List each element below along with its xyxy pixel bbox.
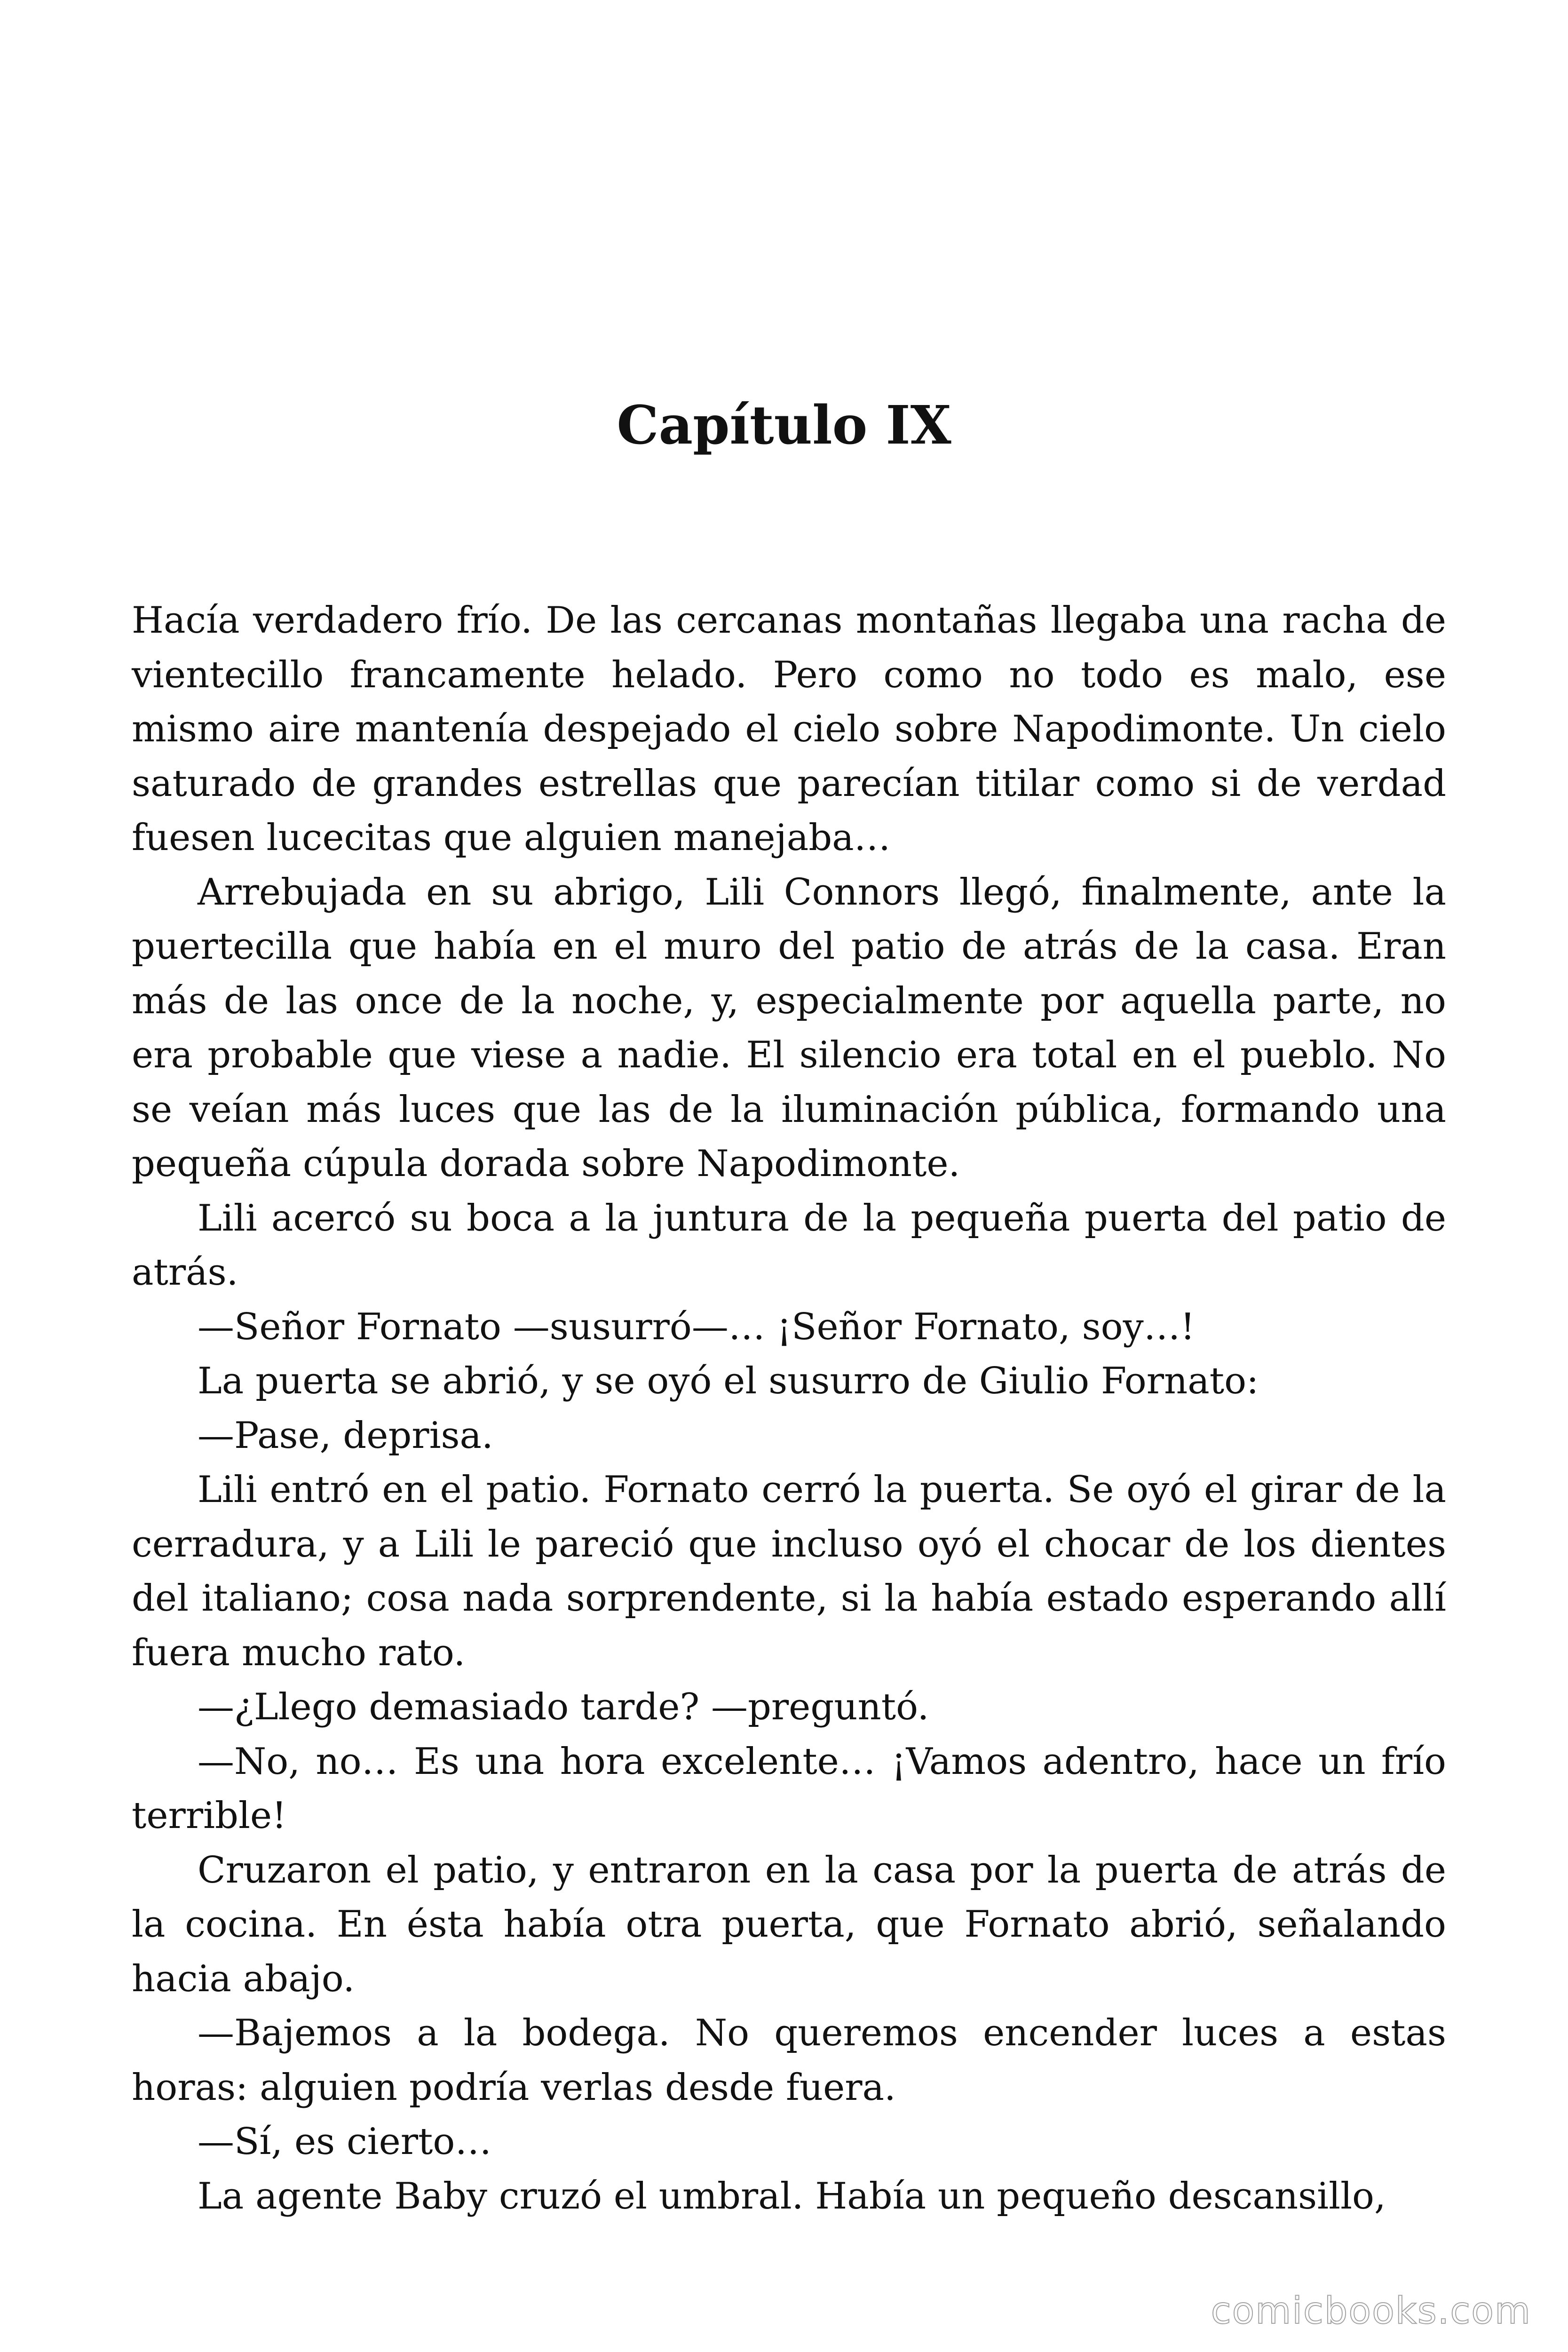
- watermark: comicbooks.com: [1211, 2290, 1531, 2332]
- paragraph-2: Arrebujada en su abrigo, Lili Connors llegó, finalmente, ante la puertecilla que había en el muro del patio de atrás de la casa. Eran más de las once de la noche, y, especialmente por aquella parte, no era probable que viese a nadie. El silencio era total en el pueblo. No se veían más luces que las de la iluminación pública, formando una pequeña cúpula dorada sobre Napodimonte.: [132, 871, 1446, 1185]
- paragraph-9: —No, no… Es una hora excelente… ¡Vamos adentro, hace un frío terrible!: [132, 1740, 1446, 1837]
- chapter-body: [132, 594, 1446, 2224]
- chapter-title: Capítulo IX: [617, 395, 951, 456]
- paragraph-5: La puerta se abrió, y se oyó el susurro de Giulio Fornato:: [198, 1360, 1259, 1402]
- paragraph-6: —Pase, deprisa.: [198, 1414, 493, 1457]
- paragraph-7: Lili entró en el patio. Fornato cerró la puerta. Se oyó el girar de la cerradura, y a Lili le pareció que incluso oyó el chocar de los dientes del italiano; cosa nada sorprendente, si la había estado esperando allí fuera mucho rato.: [132, 1469, 1446, 1674]
- paragraph-11: —Bajemos a la bodega. No queremos encender luces a estas horas: alguien podría verlas desde fuera.: [132, 2012, 1446, 2109]
- paragraph-10: Cruzaron el patio, y entraron en la casa por la puerta de atrás de la cocina. En ésta había otra puerta, que Fornato abrió, señalando hacia abajo.: [132, 1849, 1446, 2000]
- paragraph-4: —Señor Fornato —susurró—… ¡Señor Fornato, soy…!: [198, 1305, 1196, 1348]
- paragraph-3: Lili acercó su boca a la juntura de la pequeña puerta del patio de atrás.: [132, 1197, 1446, 1294]
- paragraph-12: —Sí, es cierto…: [198, 2121, 492, 2163]
- paragraph-13: La agente Baby cruzó el umbral. Había un pequeño descansillo,: [198, 2175, 1386, 2217]
- paragraph-1: Hacía verdadero frío. De las cercanas montañas llegaba una racha de vientecillo francamente helado. Pero como no todo es malo, ese mismo aire mantenía despejado el cielo sobre Napodimonte. Un cielo saturado de grandes estrellas que parecían titilar como si de verdad fuesen lucecitas que alguien manejaba…: [132, 599, 1446, 859]
- paragraph-8: —¿Llego demasiado tarde? —preguntó.: [198, 1686, 929, 1728]
